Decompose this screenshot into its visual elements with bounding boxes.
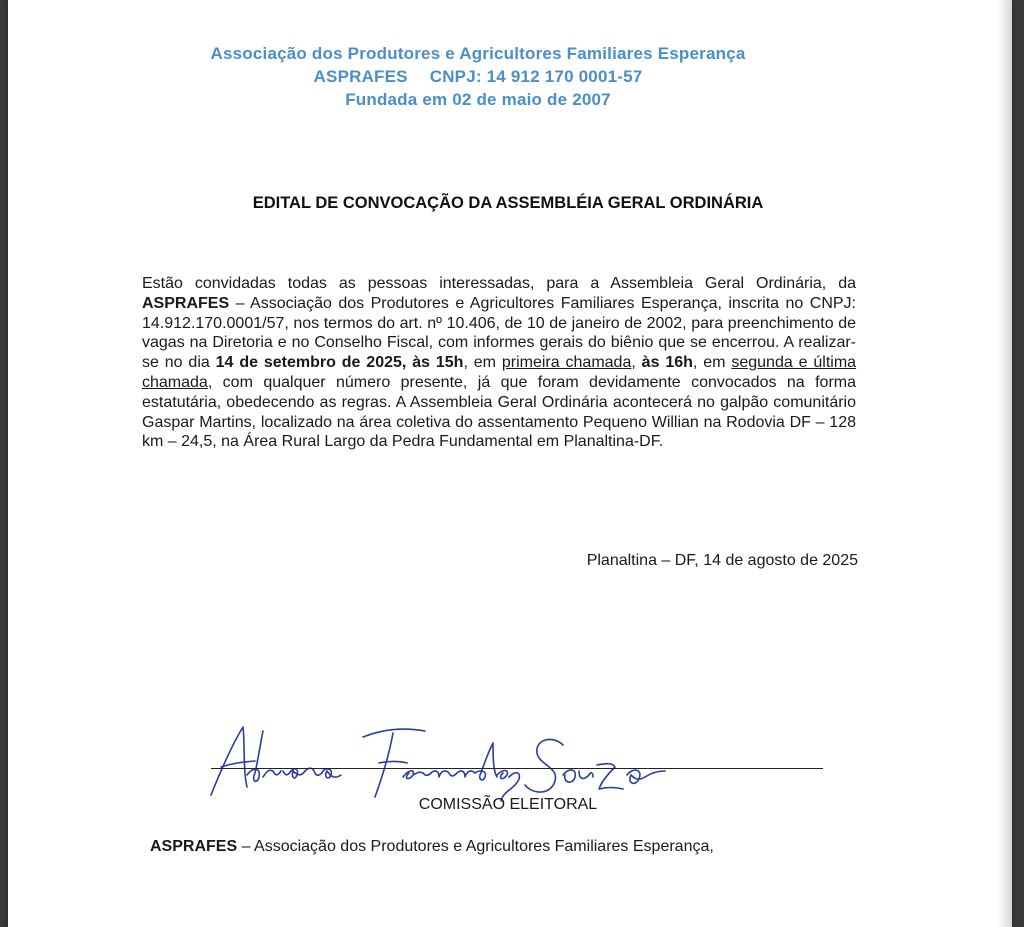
body-part-1: Estão convidadas todas as pessoas interessadas, para a Assembleia Geral Ordinária, da <box>142 275 856 292</box>
second-call-label: segunda e última chamada <box>142 354 857 391</box>
document-title: EDITAL DE CONVOCAÇÃO DA ASSEMBLÉIA GERAL ORDINÁRIA <box>252 194 764 212</box>
registration-line <box>158 65 798 88</box>
body-part-5: , em <box>692 354 732 372</box>
footer-text: – Associação dos Produtores e Agricultores Familiares Esperança, <box>237 838 714 855</box>
association-name: Associação dos Produtores e Agricultores Familiares Esperança <box>210 44 746 63</box>
body-acronym: ASPRAFES <box>142 294 230 312</box>
document-page <box>8 0 1012 927</box>
footer-association <box>150 838 910 856</box>
founding-date: Fundada em 02 de maio de 2007 <box>345 90 611 109</box>
signature-line <box>211 768 823 769</box>
handwritten-signature <box>203 715 693 805</box>
body-part-3: , em <box>463 354 502 372</box>
footer-acronym: ASPRAFES <box>150 838 238 855</box>
body-part-6: , com qualquer número presente, já que foram devidamente convocados na forma estatutária, obedecendo as regras. A Assembleia Geral Ordinária acontecerá no galpão comunitário Gaspar Martins, localizado na área coletiva do assentamento Pequeno Willian na Rodovia DF – 128 km – 24,5, na Área Rural Largo da Pedra Fundamental em Planaltina-DF. <box>142 373 856 451</box>
body-part-2: – Associação dos Produtores e Agricultores Familiares Esperança, inscrita no CNPJ: 14.912.170.0001/57, nos termos do art. nº 10.406, de 10 de janeiro de 2002, para preenchimento de vagas na Diretoria e no Conselho Fiscal, com informes gerais do biênio que se encerrou. A realizar-se no dia <box>142 294 856 372</box>
first-call-label: primeira chamada <box>501 354 632 372</box>
convocation-paragraph <box>142 274 856 452</box>
second-call-time: às 16h <box>641 354 693 372</box>
meeting-date-time: 14 de setembro de 2025, às 15h <box>215 354 464 372</box>
cnpj-number: CNPJ: 14 912 170 0001-57 <box>429 67 643 86</box>
electoral-committee-label: COMISSÃO ELEITORAL <box>418 796 598 813</box>
body-part-4: , <box>631 354 642 372</box>
letterhead <box>158 42 798 111</box>
place-and-date: Planaltina – DF, 14 de agosto de 2025 <box>586 552 858 569</box>
association-acronym: ASPRAFES <box>313 67 408 86</box>
